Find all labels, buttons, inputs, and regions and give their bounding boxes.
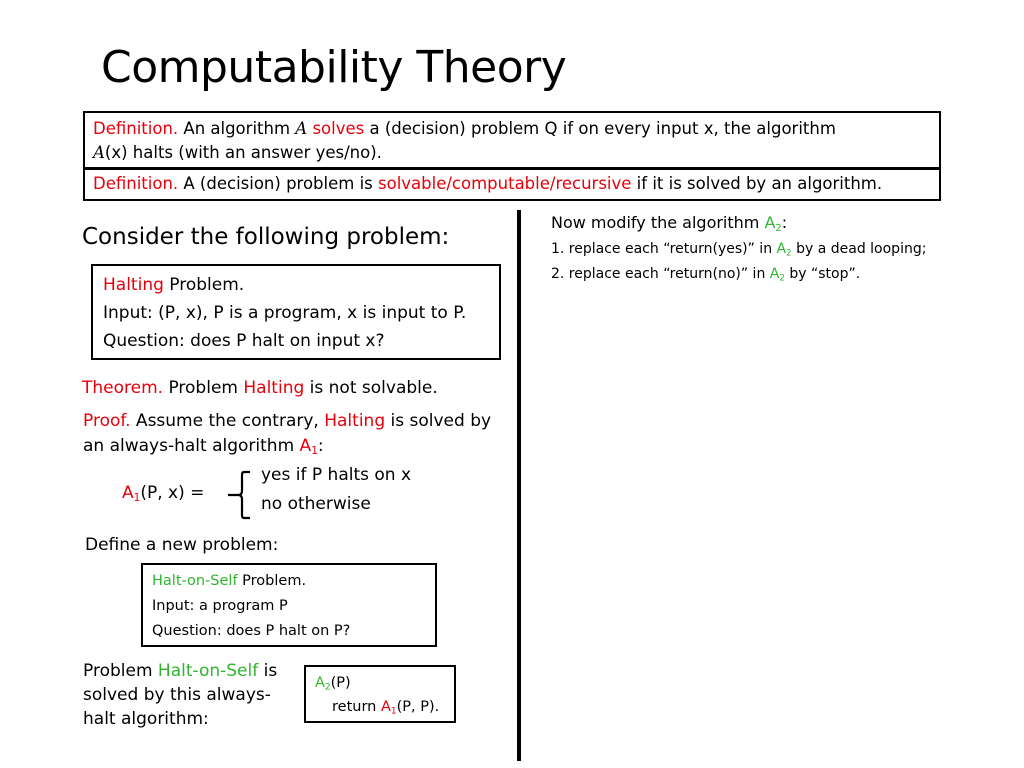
define-new-problem: Define a new problem: (85, 535, 279, 555)
solved-statement (83, 659, 298, 731)
modify-step-2 (551, 263, 860, 285)
a2-args: (P) (330, 675, 351, 691)
algo-a2: $A_2$ (764, 213, 782, 234)
step-text: 1. replace each “return(yes)” in (551, 241, 777, 257)
definition-text: (x) halts (with an answer yes/no). (104, 143, 382, 162)
modify-text: : (781, 213, 788, 232)
a1-args: (P, x) = (140, 483, 205, 503)
modify-heading (551, 211, 787, 235)
step-text: 2. replace each “return(no)” in (551, 266, 770, 282)
case-yes: yes if P halts on x (261, 465, 412, 485)
theorem-text: Problem (163, 378, 244, 398)
algo-a2: $A_2$ (315, 675, 331, 693)
a1-definition (122, 481, 204, 505)
curly-brace (226, 470, 252, 520)
algo-a1: $A_1$ (122, 483, 141, 505)
halt-on-self-name: Halt-on-Self (157, 661, 259, 681)
halt-on-self-title (152, 569, 426, 594)
theorem-statement (82, 376, 438, 400)
halting-name: Halting (324, 411, 386, 431)
algo-a2: $A_2$ (769, 266, 785, 284)
definition-solves-box (83, 111, 941, 169)
halt-on-self-name: Halt-on-Self (152, 573, 238, 589)
proof-text: is solved by an always-halt algorithm (83, 411, 492, 456)
step-text: by a dead looping; (791, 241, 927, 257)
halt-on-self-input: Input: a program P (152, 598, 288, 614)
proof-label: Proof. (83, 411, 131, 431)
halting-name: Halting (103, 275, 164, 295)
modify-step-1 (551, 238, 926, 260)
problem-suffix: Problem. (163, 275, 245, 295)
halting-name: Halting (243, 378, 305, 398)
algo-a1: $A_1$ (299, 436, 318, 458)
consider-heading: Consider the following problem: (82, 224, 450, 250)
algorithm-symbol: A (295, 119, 308, 138)
theorem-text: is not solvable. (304, 378, 438, 398)
algo-a2: $A_2$ (776, 241, 792, 259)
modify-text: Now modify the algorithm (551, 213, 765, 232)
problem-suffix: Problem. (237, 573, 307, 589)
a2-return-line (315, 695, 445, 719)
call-args: (P, P). (396, 699, 440, 715)
algorithm-symbol: A (93, 143, 105, 162)
a2-signature (315, 671, 445, 695)
halting-problem-box (91, 264, 501, 360)
halt-on-self-box (141, 563, 437, 647)
halting-question: Question: does P halt on input x? (103, 331, 385, 351)
solved-text: Problem (83, 661, 158, 681)
column-divider (517, 210, 521, 761)
solved-text: is solved by this always-halt algorithm: (83, 661, 278, 729)
slide-title: Computability Theory (101, 42, 567, 93)
a2-algorithm-box (304, 665, 456, 723)
return-keyword: return (332, 699, 381, 715)
keyword-solves: solves (312, 119, 365, 138)
step-text: by “stop”. (784, 266, 861, 282)
definition-text: if it is solved by an algorithm. (631, 174, 883, 193)
keyword-solvable: solvable/computable/recursive (378, 174, 632, 193)
case-no: no otherwise (261, 494, 371, 514)
algo-a1: $A_1$ (380, 699, 397, 717)
halt-on-self-question: Question: does P halt on P? (152, 623, 351, 639)
halting-problem-title (103, 271, 489, 299)
definition-text: A (decision) problem is (178, 174, 379, 193)
halting-input: Input: (P, x), P is a program, x is input to P. (103, 303, 467, 323)
definition-text: a (decision) problem Q if on every input x, the algorithm (364, 119, 836, 138)
theorem-label: Theorem. (82, 378, 164, 398)
proof-text: Assume the contrary, (130, 411, 325, 431)
definition-label: Definition. (93, 119, 179, 138)
definition-label: Definition. (93, 174, 179, 193)
definition-solvable-box (83, 168, 941, 201)
definition-text: An algorithm (178, 119, 296, 138)
proof-statement (83, 409, 503, 459)
proof-text: : (317, 436, 324, 456)
